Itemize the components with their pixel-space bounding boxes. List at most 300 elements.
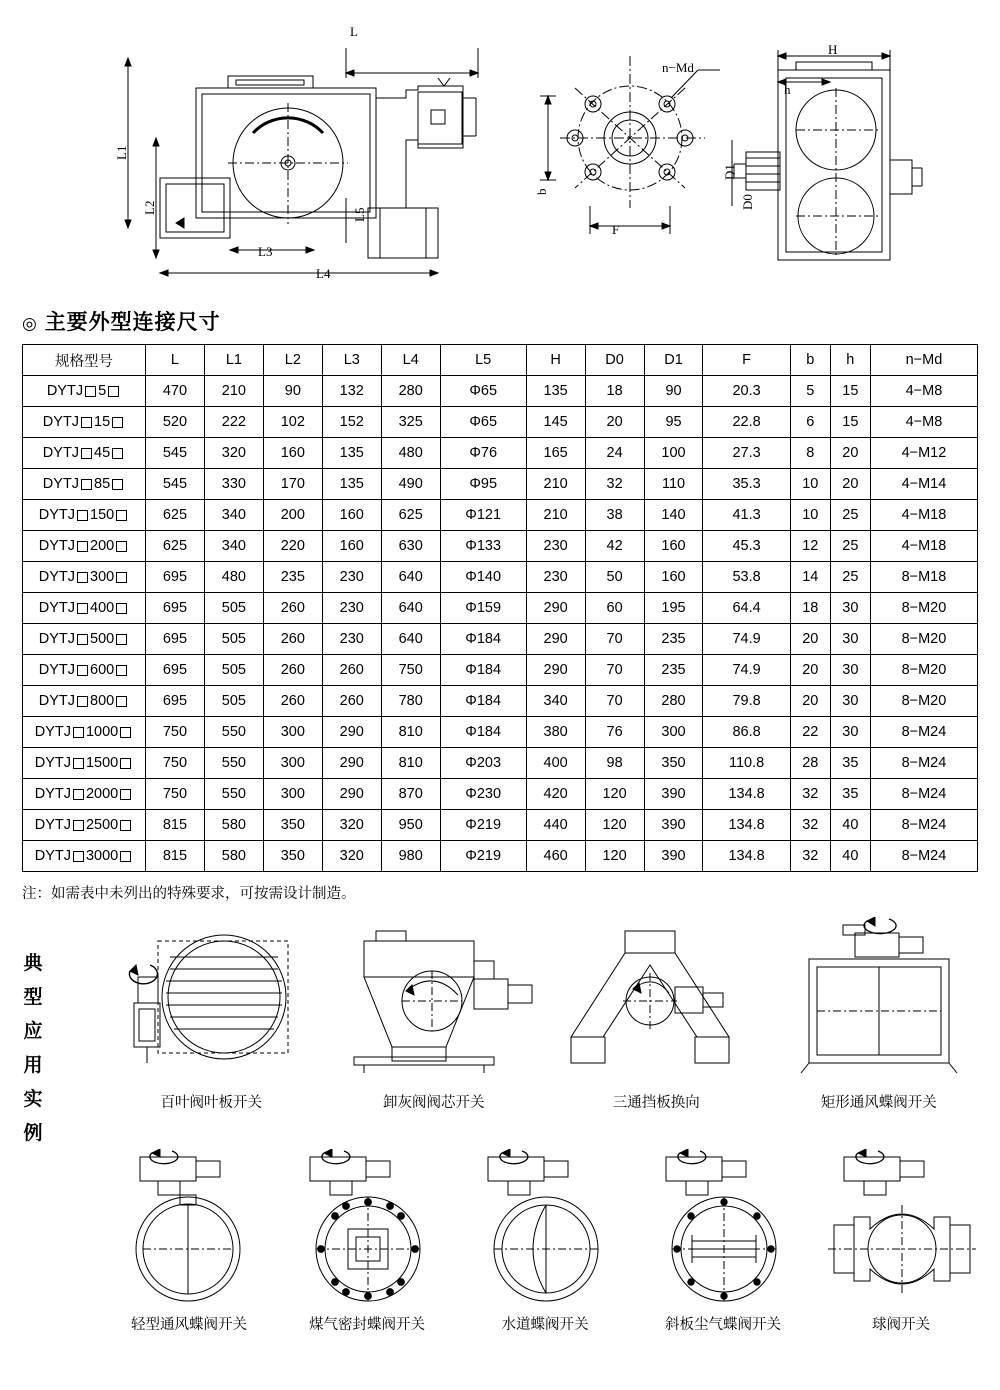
cell-L1: 340 [204, 531, 263, 562]
cell-D0: 98 [585, 748, 644, 779]
cell-H: 145 [526, 407, 585, 438]
application-caption: 轻型通风蝶阀开关 [131, 1317, 247, 1333]
cell-h: 25 [830, 562, 870, 593]
cell-L5: Φ133 [440, 531, 526, 562]
th-L5: L5 [440, 345, 526, 376]
cell-L2: 200 [263, 500, 322, 531]
label-L: L [350, 24, 358, 39]
cell-D0: 38 [585, 500, 644, 531]
cell-H: 165 [526, 438, 585, 469]
application-item-threeway [545, 917, 768, 1112]
cell-L: 520 [146, 407, 205, 438]
cell-F: 134.8 [703, 810, 790, 841]
square-placeholder-icon [77, 572, 88, 583]
cell-D1: 90 [644, 376, 703, 407]
cell-L5: Φ184 [440, 686, 526, 717]
square-placeholder-icon [112, 417, 123, 428]
cell-b: 32 [790, 810, 830, 841]
model-mid: 150 [90, 507, 115, 523]
cell-L4: 950 [381, 810, 440, 841]
cell-L4: 640 [381, 593, 440, 624]
cell-D1: 350 [644, 748, 703, 779]
cell-b: 12 [790, 531, 830, 562]
th-H: H [526, 345, 585, 376]
cell-L2: 260 [263, 624, 322, 655]
cell-D1: 390 [644, 779, 703, 810]
table-row [23, 593, 978, 624]
cell-D1: 140 [644, 500, 703, 531]
cell-h: 20 [830, 469, 870, 500]
cell-b: 20 [790, 686, 830, 717]
cell-L4: 870 [381, 779, 440, 810]
model-mid: 2500 [85, 817, 119, 833]
cell-h: 30 [830, 593, 870, 624]
cell-L4: 480 [381, 438, 440, 469]
cell-h: 30 [830, 655, 870, 686]
th-h: h [830, 345, 870, 376]
cell-D0: 42 [585, 531, 644, 562]
model-prefix: DYTJ [38, 600, 76, 616]
cell-F: 74.9 [703, 655, 790, 686]
cell-H: 230 [526, 562, 585, 593]
application-item-ball-valve [812, 1149, 990, 1334]
cell-F: 134.8 [703, 779, 790, 810]
application-item-louver [100, 917, 323, 1112]
square-placeholder-icon [77, 603, 88, 614]
cell-nMd: 8−M20 [870, 686, 977, 717]
model-prefix: DYTJ [38, 507, 76, 523]
cell-L: 625 [146, 500, 205, 531]
model-prefix: DYTJ [34, 724, 71, 740]
cell-L4: 625 [381, 500, 440, 531]
model-mid: 85 [94, 476, 111, 492]
cell-F: 134.8 [703, 841, 790, 872]
th-model: 规格型号 [23, 345, 146, 376]
cell-D0: 120 [585, 779, 644, 810]
model-prefix: DYTJ [42, 414, 80, 430]
cell-L: 695 [146, 562, 205, 593]
cell-b: 6 [790, 407, 830, 438]
cell-model [23, 717, 146, 748]
label-L1: L1 [114, 145, 129, 160]
cell-L3: 290 [322, 717, 381, 748]
application-caption: 斜板尘气蝶阀开关 [665, 1317, 781, 1333]
square-placeholder-icon [85, 386, 96, 397]
square-placeholder-icon [73, 851, 84, 862]
cell-L5: Φ95 [440, 469, 526, 500]
cell-L: 750 [146, 779, 205, 810]
cell-model [23, 531, 146, 562]
cell-L3: 230 [322, 593, 381, 624]
square-placeholder-icon [116, 665, 127, 676]
cell-F: 20.3 [703, 376, 790, 407]
cell-L1: 222 [204, 407, 263, 438]
cell-L2: 300 [263, 779, 322, 810]
cell-b: 20 [790, 655, 830, 686]
cell-model [23, 624, 146, 655]
cell-b: 18 [790, 593, 830, 624]
cell-L: 545 [146, 438, 205, 469]
threeway-damper-drawing [545, 917, 768, 1087]
cell-model [23, 841, 146, 872]
model-mid: 2000 [85, 786, 119, 802]
cell-h: 30 [830, 686, 870, 717]
application-caption: 矩形通风蝶阀开关 [820, 1095, 937, 1111]
table-row [23, 531, 978, 562]
cell-nMd: 8−M24 [870, 717, 977, 748]
cell-F: 86.8 [703, 717, 790, 748]
ash-valve-drawing [323, 917, 546, 1087]
table-row [23, 810, 978, 841]
gas-butterfly-drawing [278, 1149, 456, 1309]
cell-model [23, 438, 146, 469]
dust-butterfly-drawing [634, 1149, 812, 1309]
cell-L5: Φ184 [440, 624, 526, 655]
table-note: 注：如需表中未列出的特殊要求，可按需设计制造。 [22, 886, 356, 902]
table-row [23, 624, 978, 655]
cell-L3: 160 [322, 531, 381, 562]
cell-L5: Φ65 [440, 407, 526, 438]
louver-valve-drawing [100, 917, 323, 1087]
square-placeholder-icon [120, 758, 131, 769]
cell-L: 695 [146, 686, 205, 717]
cell-L1: 340 [204, 500, 263, 531]
cell-b: 32 [790, 779, 830, 810]
cell-D0: 70 [585, 655, 644, 686]
square-placeholder-icon [116, 541, 127, 552]
square-placeholder-icon [81, 479, 92, 490]
cell-F: 22.8 [703, 407, 790, 438]
cell-L1: 505 [204, 593, 263, 624]
cell-model [23, 779, 146, 810]
cell-L2: 160 [263, 438, 322, 469]
cell-nMd: 8−M24 [870, 841, 977, 872]
cell-D1: 390 [644, 810, 703, 841]
cell-L1: 550 [204, 717, 263, 748]
cell-L5: Φ230 [440, 779, 526, 810]
cell-F: 41.3 [703, 500, 790, 531]
cell-F: 45.3 [703, 531, 790, 562]
water-butterfly-drawing [456, 1149, 634, 1309]
cell-h: 25 [830, 531, 870, 562]
cell-L3: 290 [322, 748, 381, 779]
cell-L1: 210 [204, 376, 263, 407]
square-placeholder-icon [73, 789, 84, 800]
model-prefix: DYTJ [38, 662, 76, 678]
cell-L2: 260 [263, 593, 322, 624]
model-mid: 500 [90, 631, 115, 647]
cell-model [23, 407, 146, 438]
model-mid: 45 [94, 445, 111, 461]
applications-row-2 [100, 1149, 990, 1334]
cell-L2: 260 [263, 655, 322, 686]
cell-L1: 505 [204, 686, 263, 717]
square-placeholder-icon [120, 851, 131, 862]
cell-L3: 320 [322, 810, 381, 841]
application-item-water-butterfly [456, 1149, 634, 1334]
model-prefix: DYTJ [42, 445, 80, 461]
cell-D0: 120 [585, 841, 644, 872]
cell-L: 750 [146, 748, 205, 779]
dimensions-table [22, 344, 978, 872]
cell-L1: 550 [204, 779, 263, 810]
cell-D1: 160 [644, 562, 703, 593]
cell-model [23, 686, 146, 717]
square-placeholder-icon [120, 727, 131, 738]
cell-D1: 235 [644, 624, 703, 655]
bullet-icon: ◎ [22, 314, 38, 333]
cell-h: 40 [830, 810, 870, 841]
cell-model [23, 376, 146, 407]
cell-L1: 320 [204, 438, 263, 469]
model-mid: 15 [94, 414, 111, 430]
cell-L: 470 [146, 376, 205, 407]
cell-nMd: 8−M18 [870, 562, 977, 593]
cell-model [23, 562, 146, 593]
cell-D0: 18 [585, 376, 644, 407]
table-row [23, 686, 978, 717]
th-L4: L4 [381, 345, 440, 376]
application-examples [0, 917, 1000, 1387]
cell-nMd: 4−M14 [870, 469, 977, 500]
model-prefix: DYTJ [34, 755, 71, 771]
cell-F: 35.3 [703, 469, 790, 500]
cell-b: 10 [790, 469, 830, 500]
cell-D0: 70 [585, 686, 644, 717]
cell-h: 30 [830, 624, 870, 655]
cell-L2: 102 [263, 407, 322, 438]
cell-L1: 480 [204, 562, 263, 593]
cell-model [23, 469, 146, 500]
model-prefix: DYTJ [34, 848, 71, 864]
square-placeholder-icon [112, 479, 123, 490]
cell-model [23, 748, 146, 779]
cell-H: 230 [526, 531, 585, 562]
table-row [23, 469, 978, 500]
th-F: F [703, 345, 790, 376]
cell-H: 290 [526, 655, 585, 686]
cell-L4: 640 [381, 562, 440, 593]
table-row [23, 748, 978, 779]
table-row [23, 779, 978, 810]
label-L2: L2 [142, 200, 157, 215]
cell-L5: Φ184 [440, 717, 526, 748]
cell-L: 815 [146, 810, 205, 841]
cell-D1: 160 [644, 531, 703, 562]
cell-L3: 290 [322, 779, 381, 810]
application-caption: 三通挡板换向 [612, 1095, 700, 1111]
application-item-dust-butterfly [634, 1149, 812, 1334]
model-mid: 400 [90, 600, 115, 616]
square-placeholder-icon [77, 634, 88, 645]
cell-D1: 235 [644, 655, 703, 686]
cell-L4: 490 [381, 469, 440, 500]
cell-model [23, 593, 146, 624]
label-D0: D0 [740, 194, 755, 210]
model-mid: 5 [98, 383, 107, 399]
model-prefix: DYTJ [46, 383, 84, 399]
cell-h: 25 [830, 500, 870, 531]
application-item-ash [323, 917, 546, 1112]
cell-L4: 780 [381, 686, 440, 717]
cell-model [23, 810, 146, 841]
cell-L4: 325 [381, 407, 440, 438]
cell-L4: 630 [381, 531, 440, 562]
cell-L3: 135 [322, 438, 381, 469]
table-row [23, 407, 978, 438]
cell-D0: 76 [585, 717, 644, 748]
th-L3: L3 [322, 345, 381, 376]
cell-L5: Φ76 [440, 438, 526, 469]
model-mid: 3000 [85, 848, 119, 864]
model-prefix: DYTJ [42, 476, 80, 492]
square-placeholder-icon [120, 789, 131, 800]
cell-h: 20 [830, 438, 870, 469]
cell-h: 40 [830, 841, 870, 872]
cell-nMd: 8−M20 [870, 655, 977, 686]
square-placeholder-icon [77, 665, 88, 676]
cell-L2: 170 [263, 469, 322, 500]
cell-D0: 120 [585, 810, 644, 841]
cell-H: 340 [526, 686, 585, 717]
cell-L2: 350 [263, 810, 322, 841]
cell-H: 380 [526, 717, 585, 748]
cell-L: 695 [146, 593, 205, 624]
cell-D1: 280 [644, 686, 703, 717]
cell-H: 460 [526, 841, 585, 872]
section-title: 主要外型连接尺寸 [44, 311, 221, 334]
square-placeholder-icon [120, 820, 131, 831]
cell-H: 420 [526, 779, 585, 810]
cell-L5: Φ219 [440, 841, 526, 872]
application-caption: 球阀开关 [872, 1317, 930, 1333]
cell-model [23, 500, 146, 531]
cell-L4: 640 [381, 624, 440, 655]
cell-L5: Φ140 [440, 562, 526, 593]
square-placeholder-icon [73, 727, 84, 738]
cell-H: 210 [526, 500, 585, 531]
th-L: L [146, 345, 205, 376]
cell-nMd: 4−M12 [870, 438, 977, 469]
model-prefix: DYTJ [34, 817, 71, 833]
cell-L2: 300 [263, 748, 322, 779]
label-H: H [828, 42, 838, 57]
cell-L5: Φ219 [440, 810, 526, 841]
cell-F: 27.3 [703, 438, 790, 469]
square-placeholder-icon [77, 541, 88, 552]
cell-F: 110.8 [703, 748, 790, 779]
application-caption: 百叶阀叶板开关 [160, 1095, 262, 1111]
cell-L1: 580 [204, 810, 263, 841]
cell-L: 695 [146, 624, 205, 655]
cell-L3: 320 [322, 841, 381, 872]
dimension-drawings [0, 0, 1000, 300]
cell-D0: 32 [585, 469, 644, 500]
cell-nMd: 4−M18 [870, 500, 977, 531]
cell-model [23, 655, 146, 686]
square-placeholder-icon [108, 386, 119, 397]
cell-h: 15 [830, 407, 870, 438]
label-D1: D1 [722, 164, 737, 180]
cell-L: 625 [146, 531, 205, 562]
application-caption: 水道蝶阀开关 [501, 1317, 589, 1333]
cell-L4: 810 [381, 748, 440, 779]
th-L2: L2 [263, 345, 322, 376]
table-row [23, 376, 978, 407]
square-placeholder-icon [77, 696, 88, 707]
square-placeholder-icon [81, 448, 92, 459]
applications-side-title: 典 型 应 用 实 例 [23, 953, 43, 1144]
th-D1: D1 [644, 345, 703, 376]
cell-b: 28 [790, 748, 830, 779]
cell-H: 135 [526, 376, 585, 407]
cell-nMd: 8−M24 [870, 779, 977, 810]
cell-L5: Φ65 [440, 376, 526, 407]
model-prefix: DYTJ [38, 693, 76, 709]
cell-L: 815 [146, 841, 205, 872]
th-n-Md: n−Md [870, 345, 977, 376]
cell-D0: 20 [585, 407, 644, 438]
square-placeholder-icon [116, 696, 127, 707]
cell-L4: 750 [381, 655, 440, 686]
cell-b: 10 [790, 500, 830, 531]
table-row [23, 438, 978, 469]
cell-L3: 152 [322, 407, 381, 438]
model-prefix: DYTJ [34, 786, 71, 802]
square-placeholder-icon [116, 572, 127, 583]
cell-nMd: 8−M24 [870, 810, 977, 841]
cell-D0: 50 [585, 562, 644, 593]
cell-D1: 95 [644, 407, 703, 438]
cell-L5: Φ203 [440, 748, 526, 779]
table-row [23, 717, 978, 748]
cell-H: 210 [526, 469, 585, 500]
cell-L2: 300 [263, 717, 322, 748]
model-mid: 300 [90, 569, 115, 585]
cell-D1: 110 [644, 469, 703, 500]
cell-L5: Φ184 [440, 655, 526, 686]
cell-L5: Φ159 [440, 593, 526, 624]
cell-F: 53.8 [703, 562, 790, 593]
cell-nMd: 8−M24 [870, 748, 977, 779]
label-n-Md: n−Md [662, 60, 694, 75]
cell-F: 74.9 [703, 624, 790, 655]
cell-L2: 350 [263, 841, 322, 872]
cell-L1: 505 [204, 624, 263, 655]
cell-L3: 230 [322, 562, 381, 593]
cell-b: 32 [790, 841, 830, 872]
application-item-gas-butterfly [278, 1149, 456, 1334]
model-prefix: DYTJ [38, 569, 76, 585]
th-L1: L1 [204, 345, 263, 376]
cell-H: 290 [526, 624, 585, 655]
flange-view-drawing [530, 48, 740, 268]
cell-b: 5 [790, 376, 830, 407]
square-placeholder-icon [116, 634, 127, 645]
light-butterfly-drawing [100, 1149, 278, 1309]
square-placeholder-icon [81, 417, 92, 428]
label-b: b [534, 188, 549, 195]
cell-L3: 260 [322, 655, 381, 686]
model-mid: 1000 [85, 724, 119, 740]
model-prefix: DYTJ [38, 538, 76, 554]
th-D0: D0 [585, 345, 644, 376]
table-header-row [23, 345, 978, 376]
cell-b: 20 [790, 624, 830, 655]
cell-h: 15 [830, 376, 870, 407]
application-item-light-butterfly [100, 1149, 278, 1334]
model-mid: 200 [90, 538, 115, 554]
